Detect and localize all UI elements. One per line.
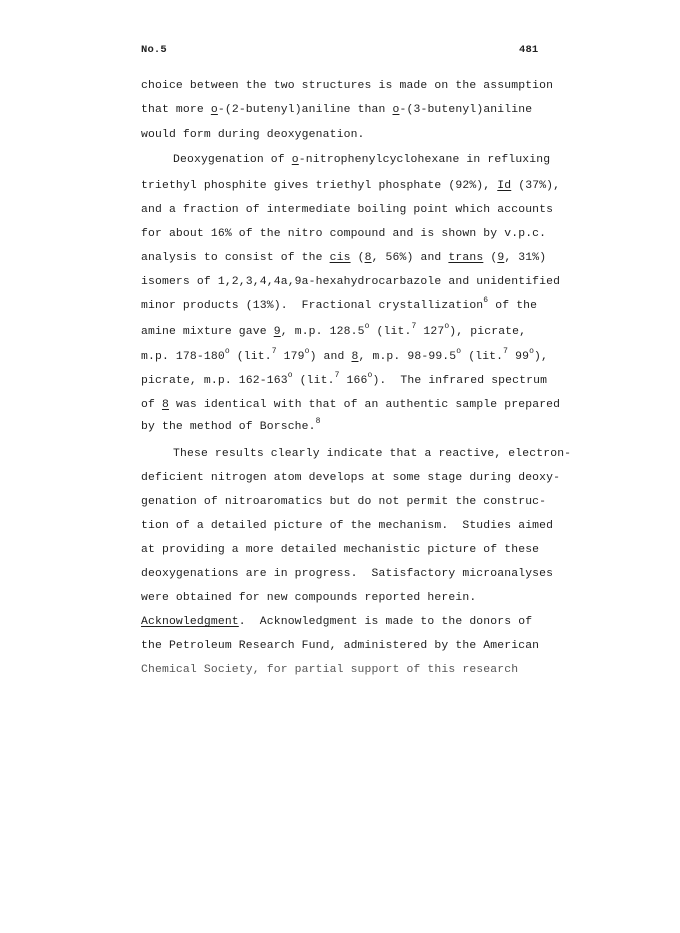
text-span: (lit. <box>292 375 335 387</box>
text-span: (lit. <box>229 351 272 363</box>
text-span: Deoxygenation of <box>173 154 292 166</box>
text-span: by the method of Borsche. <box>141 421 316 433</box>
text-line <box>141 664 518 676</box>
text-line <box>141 399 560 411</box>
text-span: , m.p. 98-99.5 <box>358 351 457 363</box>
text-span: -(3-butenyl)aniline <box>399 104 533 116</box>
text-line <box>141 417 321 433</box>
text-span: triethyl phosphite gives triethyl phosphate (92%), <box>141 180 498 192</box>
underlined-text: trans <box>448 252 484 264</box>
text-span: 99 <box>508 351 530 363</box>
text-line <box>141 472 560 484</box>
underlined-text: Acknowledgment <box>141 616 239 628</box>
text-span: were obtained for new compounds reported herein. <box>141 592 477 604</box>
underlined-text: 8 <box>364 252 372 264</box>
text-span: was identical with that of an authentic sample prepared <box>168 399 561 411</box>
text-line <box>141 640 539 652</box>
text-span: isomers of 1,2,3,4,4a,9a-hexahydrocarbazole and unidentified <box>141 276 561 288</box>
superscript: o <box>456 347 462 357</box>
text-line <box>141 347 549 363</box>
text-span: (lit. <box>461 351 504 363</box>
underlined-text: 9 <box>273 326 281 338</box>
text-span: 166 <box>339 375 368 387</box>
underlined-text: cis <box>329 252 351 264</box>
text-line <box>141 104 532 116</box>
text-span: genation of nitroaromatics but do not permit the construc- <box>141 496 547 508</box>
text-span: deficient nitrogen atom develops at some stage during deoxy- <box>141 472 561 484</box>
text-line <box>141 544 539 556</box>
text-line <box>141 322 527 338</box>
text-span: of the <box>488 300 538 312</box>
text-line <box>141 276 560 288</box>
text-span: , m.p. 128.5 <box>280 326 365 338</box>
text-line <box>141 592 476 604</box>
text-span: (lit. <box>369 326 412 338</box>
text-span: minor products (13%). Fractional crystallization <box>141 300 484 312</box>
text-line <box>141 371 548 387</box>
text-line <box>141 616 532 628</box>
underlined-text: o <box>210 104 218 116</box>
text-span: deoxygenations are in progress. Satisfactory microanalyses <box>141 568 554 580</box>
text-span: 127 <box>416 326 445 338</box>
journal-issue-number: No.5 <box>141 44 167 56</box>
text-span: -(2-butenyl)aniline than <box>217 104 393 116</box>
text-line <box>141 129 365 141</box>
text-span: choice between the two structures is made on the assumption <box>141 80 554 92</box>
text-span: -nitrophenylcyclohexane in refluxing <box>298 154 551 166</box>
superscript: o <box>287 371 293 381</box>
text-span: and a fraction of intermediate boiling point which accounts <box>141 204 554 216</box>
underlined-text: Id <box>497 180 512 192</box>
text-span: (37%), <box>511 180 561 192</box>
text-line <box>141 204 553 216</box>
text-span: ), picrate, <box>449 326 527 338</box>
text-span: ), <box>534 351 549 363</box>
text-span: , 56%) and <box>371 252 449 264</box>
text-span: m.p. 178-180 <box>141 351 225 363</box>
text-span: amine mixture gave <box>141 326 274 338</box>
text-span: the Petroleum Research Fund, administered by the American <box>141 640 540 652</box>
text-span: would form during deoxygenation. <box>141 129 365 141</box>
text-span: ). The infrared spectrum <box>372 375 548 387</box>
text-span: . Acknowledgment is made to the donors of <box>238 616 533 628</box>
superscript: o <box>444 322 450 332</box>
superscript: 7 <box>503 347 509 357</box>
text-line <box>141 520 553 532</box>
superscript: 7 <box>334 371 340 381</box>
text-span: ( <box>483 252 498 264</box>
text-span: analysis to consist of the <box>141 252 330 264</box>
text-line <box>141 180 560 192</box>
superscript: 8 <box>315 417 321 427</box>
superscript: o <box>304 347 310 357</box>
underlined-text: o <box>291 154 299 166</box>
superscript: 6 <box>483 296 489 306</box>
underlined-text: 8 <box>161 399 169 411</box>
text-span: that more <box>141 104 211 116</box>
text-line <box>141 496 546 508</box>
text-span: , 31%) <box>504 252 547 264</box>
underlined-text: 9 <box>497 252 505 264</box>
text-span: of <box>141 399 162 411</box>
text-span: at providing a more detailed mechanistic picture of these <box>141 544 540 556</box>
text-span: Chemical Society, for partial support of this research <box>141 664 519 676</box>
superscript: o <box>529 347 535 357</box>
text-span: for about 16% of the nitro compound and is shown by v.p.c. <box>141 228 547 240</box>
superscript: o <box>367 371 373 381</box>
text-line <box>141 568 553 580</box>
underlined-text: 8 <box>351 351 359 363</box>
text-line <box>173 448 571 460</box>
superscript: 7 <box>411 322 417 332</box>
page-number: 481 <box>519 44 539 56</box>
underlined-text: o <box>392 104 400 116</box>
text-span: ( <box>350 252 365 264</box>
text-line <box>173 154 550 166</box>
text-span: These results clearly indicate that a reactive, electron- <box>173 448 572 460</box>
text-line <box>141 296 538 312</box>
superscript: o <box>224 347 230 357</box>
text-span: picrate, m.p. 162-163 <box>141 375 288 387</box>
text-line <box>141 228 546 240</box>
text-span: tion of a detailed picture of the mechanism. Studies aimed <box>141 520 554 532</box>
text-span: 179 <box>276 351 305 363</box>
superscript: 7 <box>271 347 277 357</box>
text-line <box>141 80 553 92</box>
text-span: ) and <box>309 351 352 363</box>
superscript: o <box>364 322 370 332</box>
text-line <box>141 252 546 264</box>
